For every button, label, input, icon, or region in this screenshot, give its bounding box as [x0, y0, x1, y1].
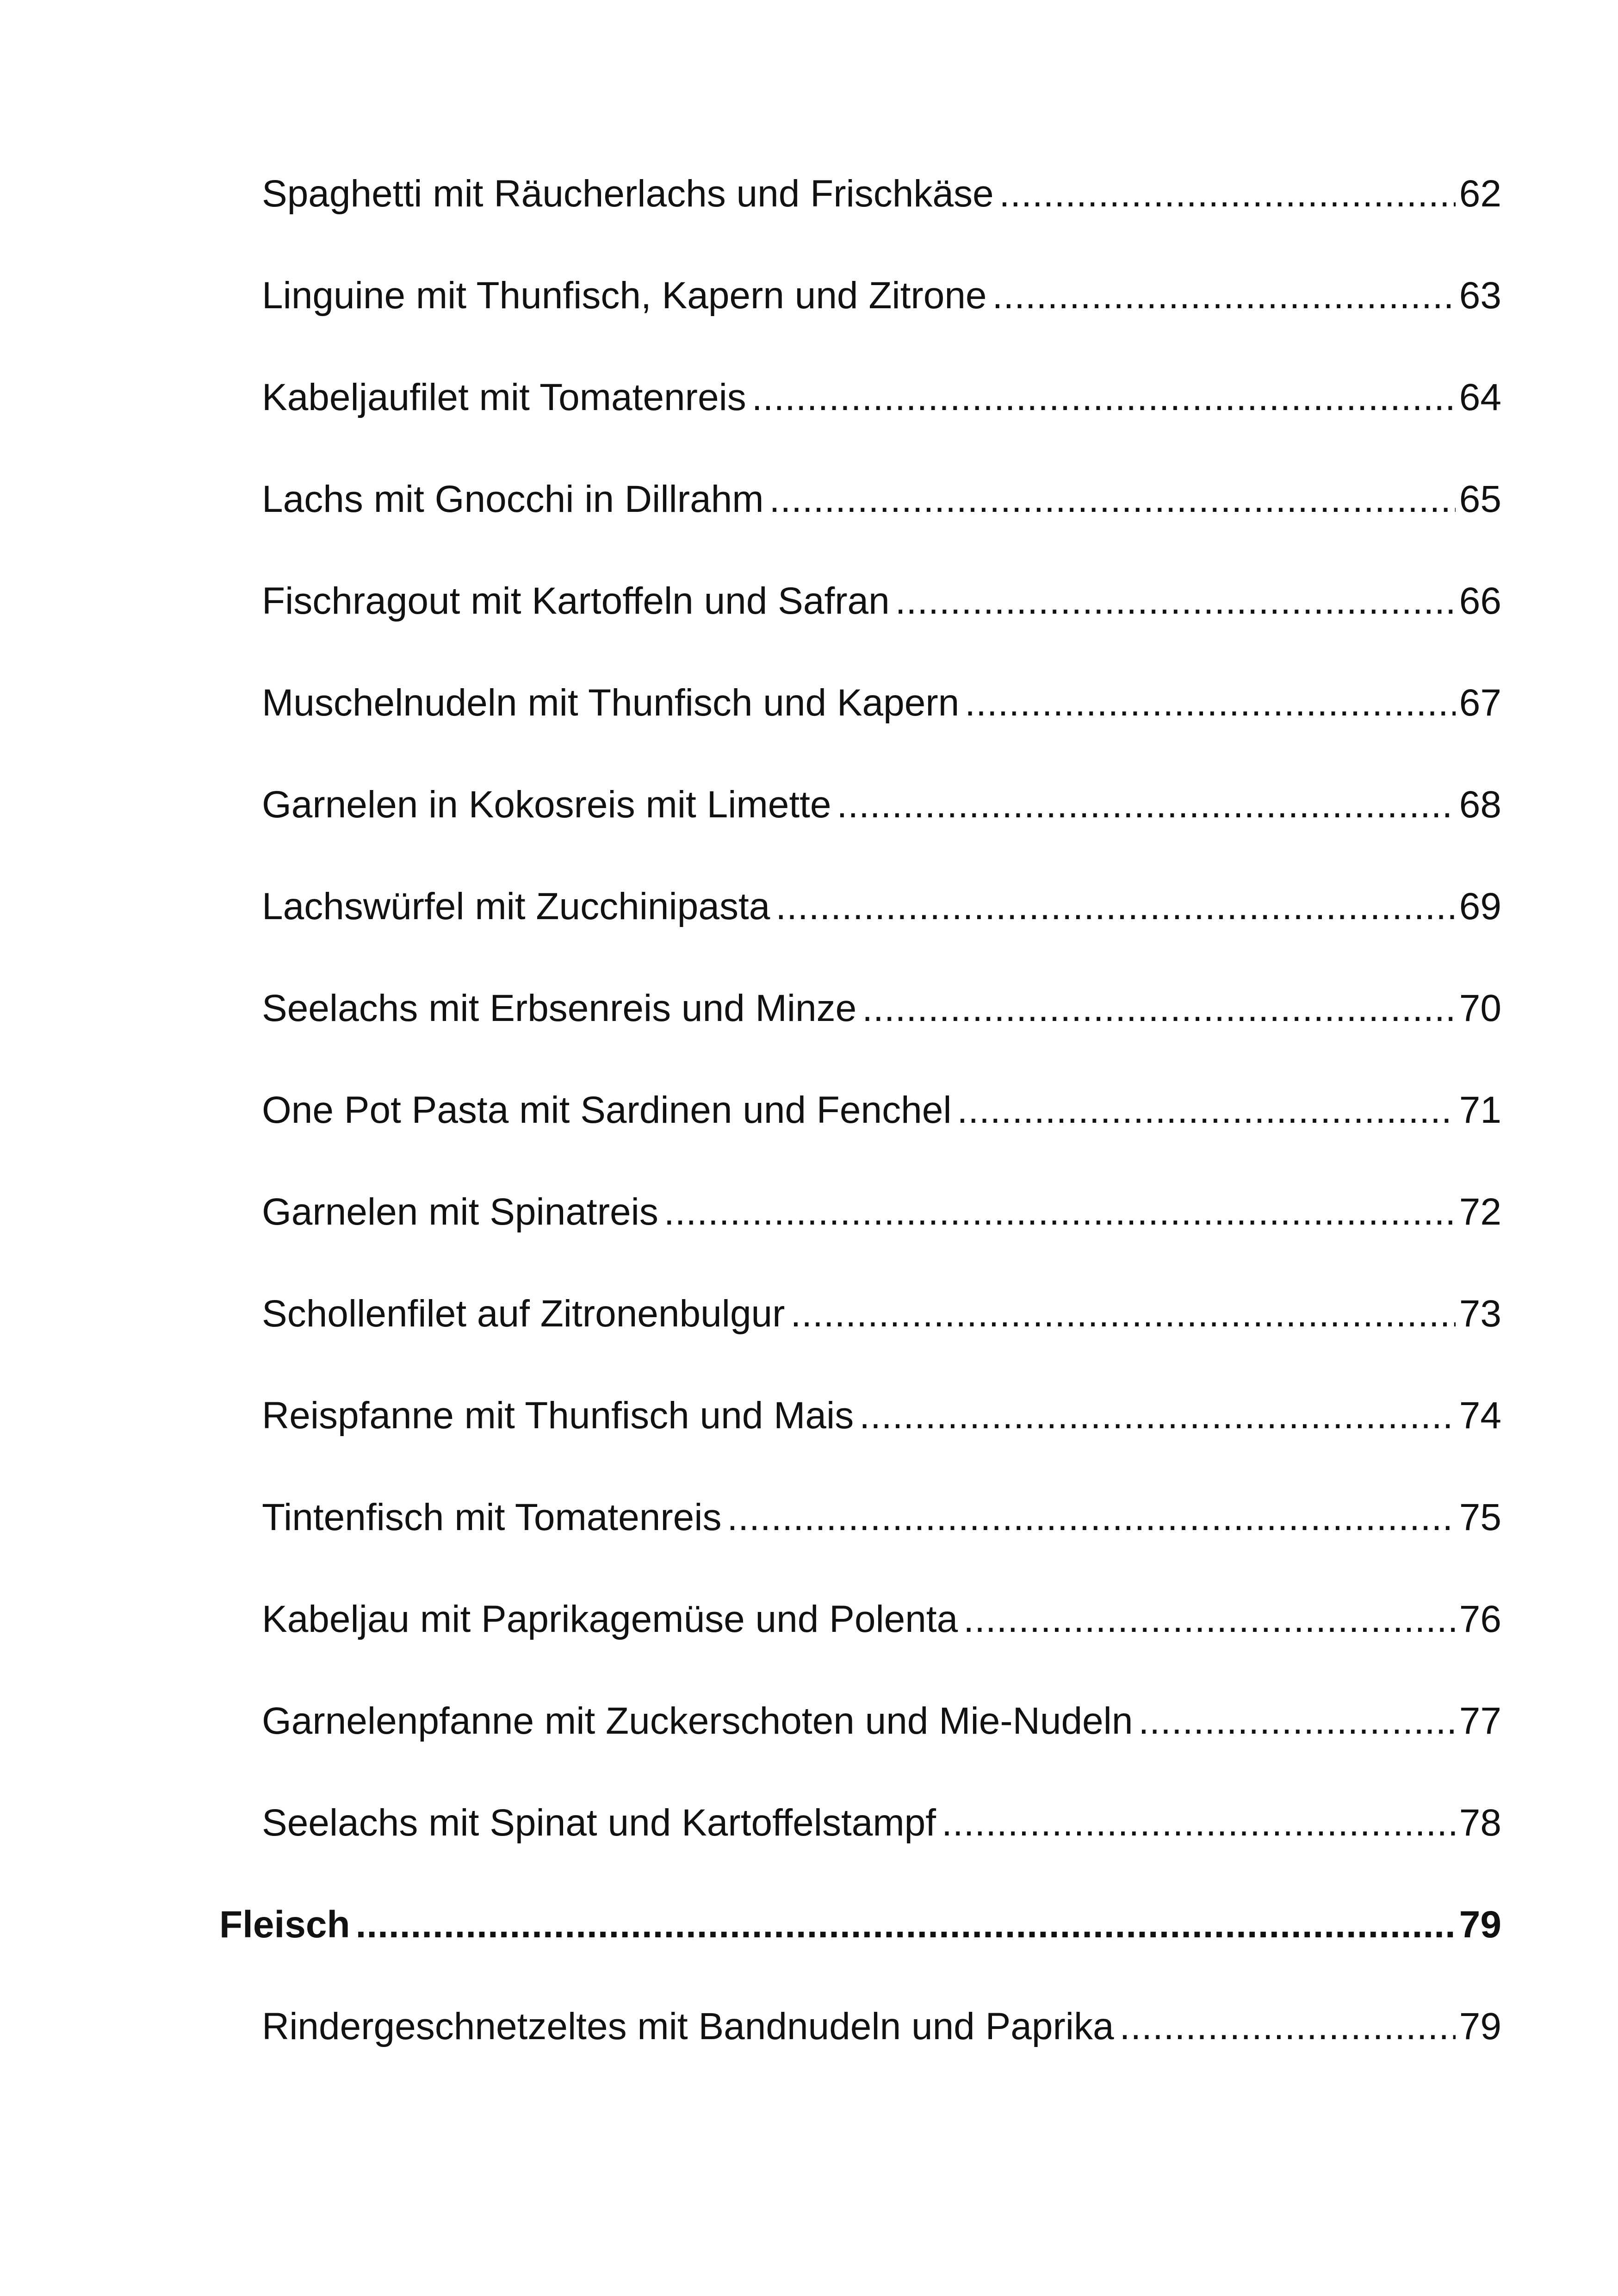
toc-entry-page: 65	[1459, 478, 1501, 520]
toc-entry-page: 79	[1459, 2005, 1501, 2047]
toc-entry-page: 73	[1459, 1293, 1501, 1335]
toc-entry[interactable]	[262, 1481, 1501, 1537]
dot-leader	[963, 1600, 1456, 1638]
toc-entry-title: Seelachs mit Spinat und Kartoffelstampf	[262, 1802, 936, 1844]
toc-entry[interactable]	[262, 1176, 1501, 1231]
dot-leader	[862, 989, 1456, 1027]
toc-entry-page: 66	[1459, 580, 1501, 622]
toc-entry-title: Garnelen mit Spinatreis	[262, 1191, 658, 1233]
toc-entry-title: Schollenfilet auf Zitronenbulgur	[262, 1293, 785, 1335]
dot-leader	[356, 1906, 1456, 1944]
toc-entry-title: Fischragout mit Kartoffeln und Safran	[262, 580, 890, 622]
dot-leader	[957, 1091, 1456, 1129]
toc-entry-title: Reispfanne mit Thunfisch und Mais	[262, 1394, 854, 1437]
toc-entry[interactable]	[262, 463, 1501, 518]
toc-entry-page: 72	[1459, 1191, 1501, 1233]
toc-entry-page: 78	[1459, 1802, 1501, 1844]
dot-leader	[859, 1397, 1456, 1435]
toc-entry-title: Lachs mit Gnocchi in Dillrahm	[262, 478, 764, 520]
toc-entry-page: 70	[1459, 987, 1501, 1029]
toc-entry[interactable]	[262, 1074, 1501, 1129]
toc-entry-page: 62	[1459, 173, 1501, 215]
toc-chapter-page: 79	[1459, 1904, 1501, 1946]
dot-leader	[664, 1193, 1456, 1231]
toc-entry-title: One Pot Pasta mit Sardinen und Fenchel	[262, 1089, 952, 1131]
toc-entry-title: Tintenfisch mit Tomatenreis	[262, 1496, 722, 1538]
toc-entry[interactable]	[262, 1379, 1501, 1435]
toc-entry-page: 71	[1459, 1089, 1501, 1131]
toc-entry[interactable]	[262, 666, 1501, 722]
dot-leader	[769, 480, 1456, 518]
dot-leader	[1138, 1702, 1455, 1740]
toc-entry-title: Kabeljau mit Paprikagemüse und Polenta	[262, 1598, 958, 1640]
dot-leader	[965, 684, 1456, 722]
dot-leader	[999, 175, 1456, 213]
toc-entry-page: 76	[1459, 1598, 1501, 1640]
toc-entry-page: 69	[1459, 885, 1501, 927]
toc-entry[interactable]	[262, 157, 1501, 213]
toc-entry-page: 63	[1459, 274, 1501, 317]
toc-entry-page: 77	[1459, 1700, 1501, 1742]
toc-entry[interactable]	[262, 972, 1501, 1027]
toc-entry-title: Lachswürfel mit Zucchinipasta	[262, 885, 770, 927]
toc-entry-page: 67	[1459, 682, 1501, 724]
toc-entry-title: Kabeljaufilet mit Tomatenreis	[262, 376, 746, 418]
dot-leader	[895, 582, 1456, 620]
dot-leader	[775, 888, 1455, 926]
dot-leader	[837, 786, 1456, 824]
toc-entry-title: Rindergeschnetzeltes mit Bandnudeln und Paprika	[262, 2005, 1114, 2047]
dot-leader	[1120, 2008, 1456, 2046]
toc-entry[interactable]	[262, 565, 1501, 620]
toc-entry[interactable]	[262, 1583, 1501, 1638]
toc-entry[interactable]	[262, 259, 1501, 315]
toc-entry[interactable]	[262, 1990, 1501, 2046]
toc-entry[interactable]	[262, 1685, 1501, 1740]
toc-entry-page: 68	[1459, 784, 1501, 826]
toc-entry[interactable]	[262, 768, 1501, 824]
dot-leader	[752, 379, 1456, 417]
dot-leader	[992, 277, 1456, 315]
dot-leader	[942, 1804, 1456, 1842]
dot-leader	[790, 1295, 1455, 1333]
toc-entry-page: 75	[1459, 1496, 1501, 1538]
toc-entry[interactable]	[262, 870, 1501, 926]
toc-entry[interactable]	[262, 361, 1501, 417]
toc-entry-title: Garnelen in Kokosreis mit Limette	[262, 784, 831, 826]
dot-leader	[727, 1499, 1456, 1537]
toc-entry-title: Seelachs mit Erbsenreis und Minze	[262, 987, 857, 1029]
toc-entry-title: Linguine mit Thunfisch, Kapern und Zitrone	[262, 274, 987, 317]
toc-entry-title: Muschelnudeln mit Thunfisch und Kapern	[262, 682, 960, 724]
toc-entry-title: Spaghetti mit Räucherlachs und Frischkäse	[262, 173, 994, 215]
toc-entry-title: Garnelenpfanne mit Zuckerschoten und Mie-Nudeln	[262, 1700, 1133, 1742]
toc-chapter-entry[interactable]	[219, 1888, 1501, 1944]
toc-entry[interactable]	[262, 1786, 1501, 1842]
toc-entry-page: 74	[1459, 1394, 1501, 1437]
toc-entry-page: 64	[1459, 376, 1501, 418]
toc-entry[interactable]	[262, 1277, 1501, 1333]
toc-chapter-title: Fleisch	[219, 1904, 350, 1946]
